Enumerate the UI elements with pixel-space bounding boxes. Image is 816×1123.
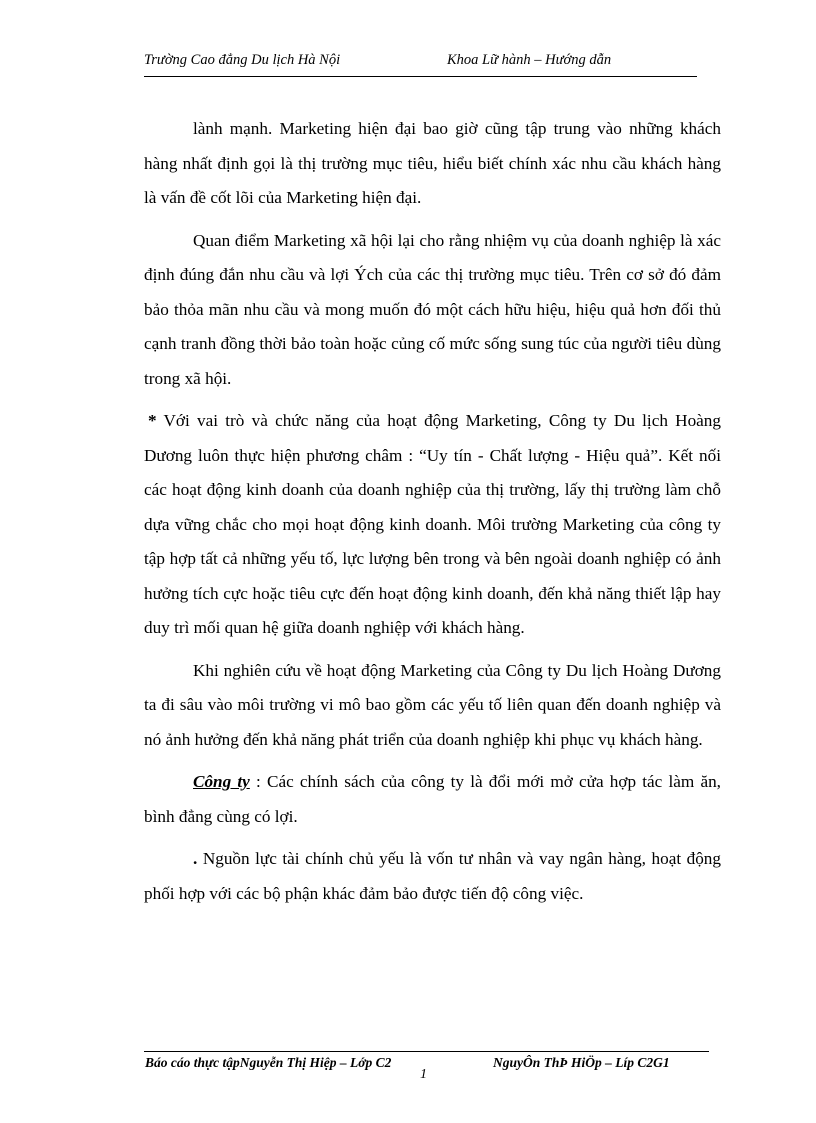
paragraph-1: lành mạnh. Marketing hiện đại bao giờ cũng tập trung vào những khách hàng nhất định gọi là thị trường mục tiêu, hiểu biết chính xác nhu cầu khách hàng là vấn đề cốt lõi của Marketing hiện đại. [144, 119, 721, 207]
page-number: 1 [420, 1067, 427, 1082]
footer-author-class: NguyÔn ThÞ HiÖp – Líp C2G1 [493, 1055, 670, 1070]
header-school-name: Trường Cao đẳng Du lịch Hà Nội [144, 52, 341, 68]
paragraph-2: Quan điểm Marketing xã hội lại cho rằng nhiệm vụ của doanh nghiệp là xác định đúng đắn nhu cầu và lợi Ých của các thị trường mục tiêu. Trên cơ sở đó đảm bảo thỏa mãn nhu cầu và mong muốn đó một cách hữu hiệu, hiệu quả hơn đối thủ cạnh tranh đồng thời bảo toàn hoặc củng cố mức sống sung túc của người tiêu dùng trong xã hội. [144, 230, 721, 388]
paragraph-3-text: Với vai trò và chức năng của hoạt động Marketing, Công ty Du lịch Hoàng Dương luôn thực hiện phương châm : “Uy tín - Chất lượng - Hiệu quả”. Kết nối các hoạt động kinh doanh của doanh nghiệp của thị trường, lấy thị trường làm chỗ dựa vững chắc cho mọi hoạt động kinh doanh. Môi trường Marketing của công ty tập hợp tất cả những yếu tố, lực lượng bên trong và bên ngoài doanh nghiệp có ảnh hưởng tích cực hoặc tiêu cực đến hoạt động kinh doanh, đến khả năng thiết lập hay duy trì mối quan hệ giữa doanh nghiệp với khách hàng. [144, 411, 721, 637]
paragraph-3 [144, 404, 721, 646]
dot-bullet: . [193, 849, 198, 868]
paragraph-5 [144, 765, 721, 834]
paragraph-4: Khi nghiên cứu về hoạt động Marketing của Công ty Du lịch Hoàng Dương ta đi sâu vào môi trường vi mô bao gồm các yếu tố liên quan đến doanh nghiệp và nó ảnh hưởng đến khả năng phát triển của doanh nghiệp khi phục vụ khách hàng. [144, 660, 721, 749]
document-body [144, 112, 721, 919]
paragraph-6-text: Nguồn lực tài chính chủ yếu là vốn tư nhân và vay ngân hàng, hoạt động phối hợp với các bộ phận khác đảm bảo được tiến độ công việc. [144, 849, 721, 903]
header-department: Khoa Lữ hành – Hướng dẫn [447, 52, 612, 68]
footer-report-author: Báo cáo thực tậpNguyễn Thị Hiệp – Lớp C2 [145, 1055, 392, 1070]
paragraph-5-text: : Các chính sách của công ty là đổi mới mở cửa hợp tác làm ăn, bình đẳng cùng có lợi. [144, 772, 721, 826]
page-header [144, 50, 697, 77]
paragraph-6 [144, 842, 721, 911]
asterisk-bullet: * [148, 411, 157, 430]
footer-divider [144, 1051, 709, 1052]
company-term: Công ty [193, 772, 250, 791]
